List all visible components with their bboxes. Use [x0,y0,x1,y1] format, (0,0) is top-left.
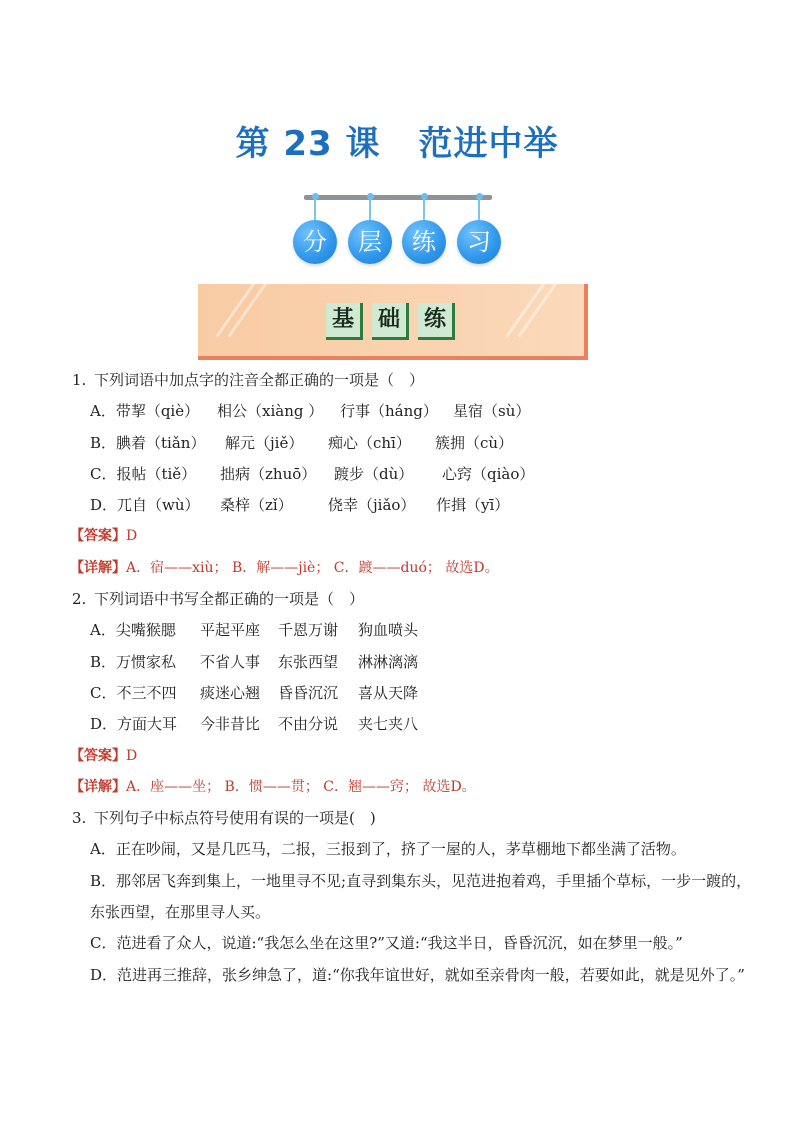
option-row: B．腆着（tiǎn） 解元（jiě） 痴心（chī） 簇拥（cù） [90,433,514,452]
detail-line: 【详解】A．座——坐； B．惯——贯； C．翘——窍； 故选D。 [70,778,476,795]
option-row: D．方面大耳 今非昔比 不由分说 夹七夹八 [90,715,419,734]
option-row: B．那邻居飞奔到集上，一地里寻不见;直寻到集东头，见范进抱着鸡，手里插个草标，一步一踱的，东张西望，在那里寻人买。 [90,871,752,922]
question-stem: 2. 下列词语中书写全都正确的一项是（ ） [72,590,365,609]
section-banner [198,284,588,360]
option-row: A．带挈（qiè） 相公（xiàng ） 行事（háng） 星宿（sù） [90,402,531,421]
exercise-content [72,365,762,991]
question-stem: 3. 下列句子中标点符号使用有误的一项是( ) [72,809,376,828]
answer-line: 【答案】D [70,528,138,545]
hanger-string [423,198,425,220]
option-row: A．正在吵闹，又是几匹马，二报，三报到了，挤了一屋的人，茅草棚地下都坐满了活物。 [90,840,686,859]
banner-tile: 基 [326,303,363,340]
badge-ball: 习 [457,220,501,264]
badge-ball: 分 [293,220,337,264]
hanger-string [369,198,371,220]
banner-tile: 练 [418,303,455,340]
lesson-number: 第 23 课 [235,124,381,164]
hanger-string [314,198,316,220]
option-row: C．不三不四 痰迷心翘 昏昏沉沉 喜从天降 [90,683,419,702]
option-row: C．范进看了众人，说道:“我怎么坐在这里?”又道:“我这半日，昏昏沉沉，如在梦里一般。” [90,934,683,953]
banner-tile: 础 [372,303,409,340]
hanger-string [478,198,480,220]
option-row: D．兀自（wù） 桑梓（zǐ） 侥幸（jiǎo） 作揖（yī） [90,496,510,515]
option-row: A．尖嘴猴腮 平起平座 千恩万谢 狗血喷头 [90,621,419,640]
badge-ball: 层 [348,220,392,264]
badge-ball: 练 [402,220,446,264]
layered-practice-badge [0,190,794,270]
option-row: C．报帖（tiě） 拙病（zhuō） 踱步（dù） 心窍（qiào） [90,464,535,483]
page-title [0,116,794,165]
lesson-name: 范进中举 [418,124,559,164]
detail-line: 【详解】A．宿——xiù； B．解——jiè； C．踱——duó； 故选D。 [70,559,499,576]
question-stem: 1. 下列词语中加点字的注音全都正确的一项是（ ） [72,371,425,389]
answer-line: 【答案】D [70,747,138,764]
option-row: B．万惯家私 不省人事 东张西望 淋淋漓漓 [90,652,419,671]
option-row: D．范进再三推辞，张乡绅急了，道:“你我年谊世好，就如至亲骨肉一般，若要如此，就是见外了。” [90,965,745,984]
hanger-bar [304,195,492,200]
